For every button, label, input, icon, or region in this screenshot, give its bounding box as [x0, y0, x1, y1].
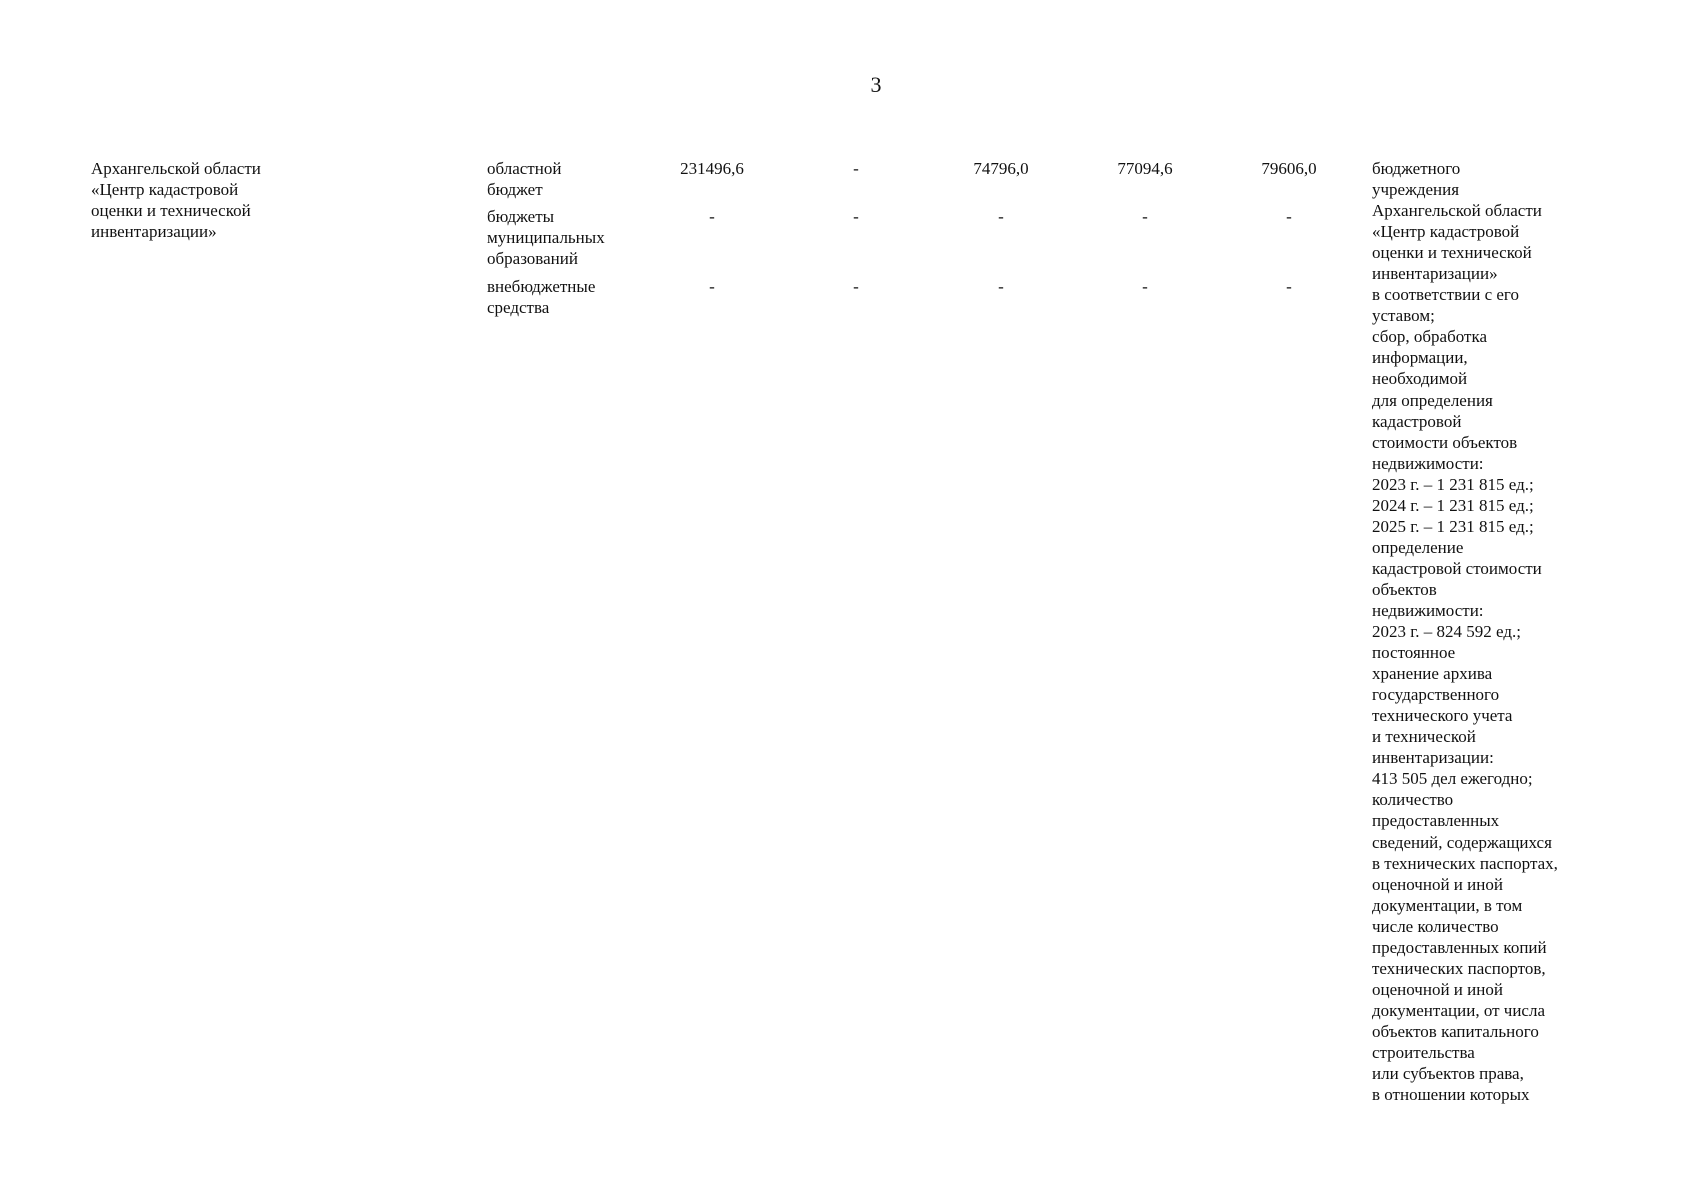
cell-2022-municipal: -	[853, 207, 859, 226]
cell-total-municipal: -	[709, 207, 715, 226]
page-number: 3	[870, 72, 882, 97]
cell-total-regional: 231496,6	[680, 159, 744, 178]
cell-2022-regional: -	[853, 159, 859, 178]
cell-2022-extrabudgetary: -	[853, 277, 859, 296]
cell-2025-extrabudgetary: -	[1286, 277, 1292, 296]
cell-2025-municipal: -	[1286, 207, 1292, 226]
cell-total-extrabudgetary: -	[709, 277, 715, 296]
cell-2025-regional: 79606,0	[1261, 159, 1317, 178]
cell-2024-extrabudgetary: -	[1142, 277, 1148, 296]
organization-name: Архангельской области «Центр кадастровой оценки и технической инвентаризации»	[91, 159, 261, 241]
cell-2024-regional: 77094,6	[1117, 159, 1173, 178]
funding-source-regional: областной бюджет	[487, 159, 562, 199]
cell-2023-regional: 74796,0	[973, 159, 1029, 178]
funding-source-extrabudgetary: внебюджетные средства	[487, 277, 596, 317]
expected-results-text: бюджетного учреждения Архангельской области «Центр кадастровой оценки и технической инвентаризации» в соответствии с его уставом; сбор, обработка информации, необходимой для определения кадастровой стоимости объектов недвижимости: 2023 г. – 1 231 815 ед.; 2024 г. – 1 231 815 ед.; 2025 г. – 1 231 815 ед.; определение кадастровой стоимости объектов недвижимости: 2023 г. – 824 592 ед.; постоянное хранение архива государственного технического учета и технической инвентаризации: 413 505 дел ежегодно; количество предоставленных сведений, содержащихся в технических паспортах, оценочной и иной документации, в том числе количество предоставленных копий технических паспортов, оценочной и иной документации, от числа объектов капитального строительства или субъектов права, в отношении которых	[1372, 159, 1558, 1105]
cell-2023-municipal: -	[998, 207, 1004, 226]
cell-2023-extrabudgetary: -	[998, 277, 1004, 296]
funding-source-municipal: бюджеты муниципальных образований	[487, 207, 605, 268]
cell-2024-municipal: -	[1142, 207, 1148, 226]
